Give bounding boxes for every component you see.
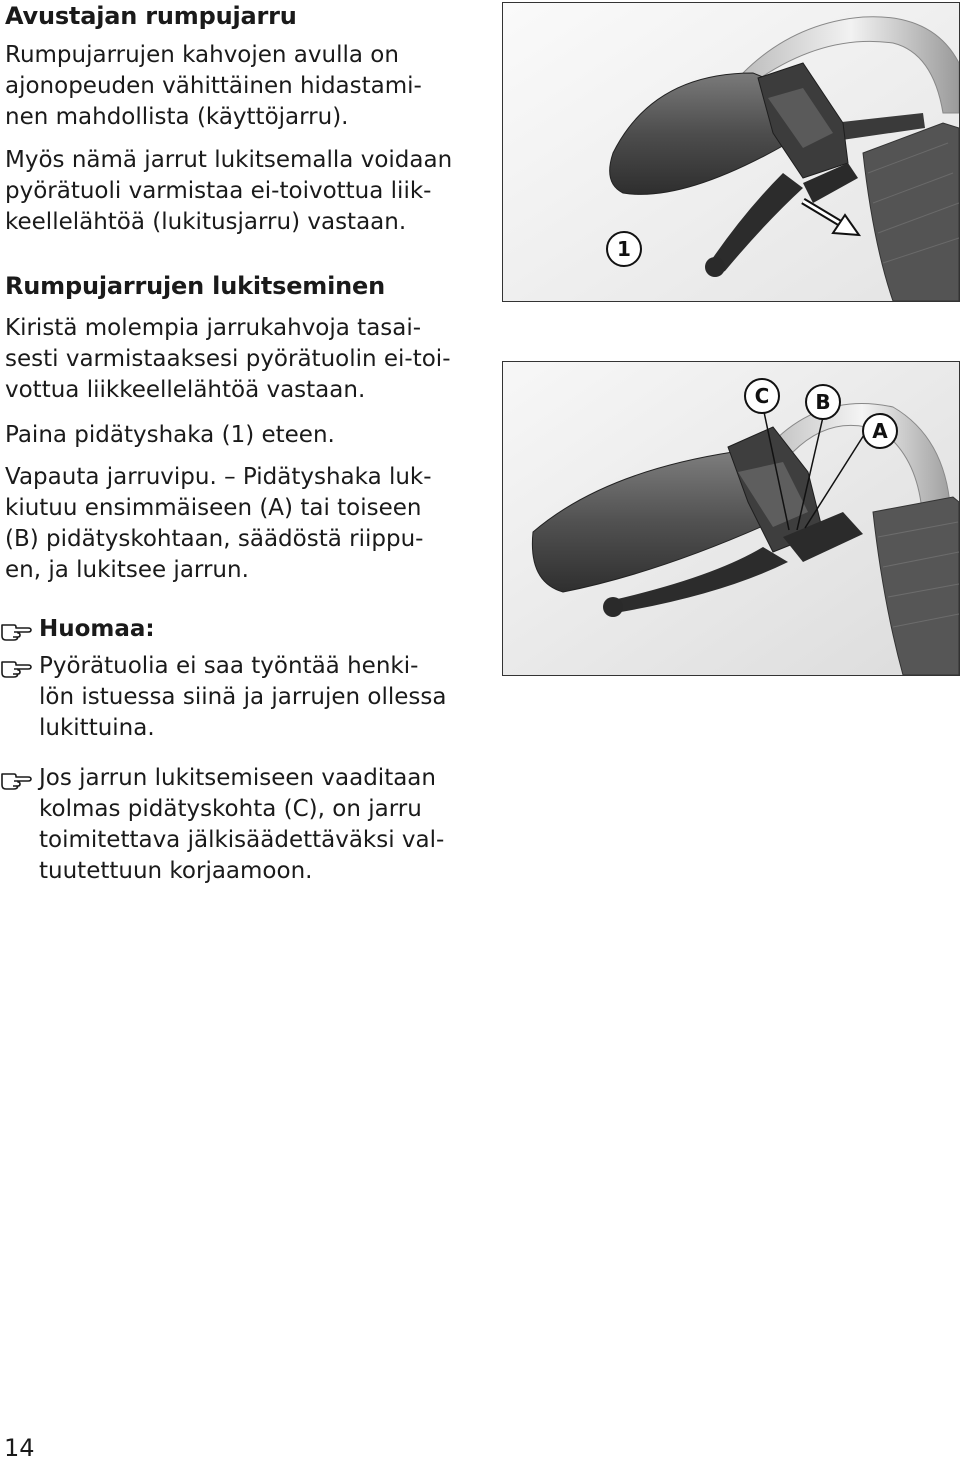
photo-brake-lever-catch (502, 2, 960, 302)
note-text (39, 651, 457, 744)
text-line: pyörätuoli varmistaa ei-toivottua liik- (5, 178, 432, 204)
photo-detent-positions (502, 361, 960, 676)
text-line: Jos jarrun lukitsemiseen vaaditaan (39, 765, 436, 791)
text-line: lön istuessa siinä ja jarrujen ollessa (39, 684, 447, 710)
paragraph-release-lever (5, 462, 457, 586)
paragraph-press-catch: Paina pidätyshaka (1) eteen. (5, 422, 335, 448)
text-line: (B) pidätyskohtaan, säädöstä riippu- (5, 526, 424, 552)
text-line: keellelähtöä (lukitusjarru) vastaan. (5, 209, 407, 235)
text-line: Pyörätuolia ei saa työntää henki- (39, 653, 419, 679)
pointing-hand-icon (0, 653, 32, 679)
paragraph-tighten-levers (5, 313, 457, 406)
note-text (39, 763, 457, 887)
callout-label-1: 1 (617, 237, 631, 261)
text-line: ajonopeuden vähittäinen hidastami- (5, 73, 422, 99)
text-line: lukittuina. (39, 715, 155, 741)
pointing-hand-icon (0, 765, 32, 791)
text-line: Rumpujarrujen kahvojen avulla on (5, 42, 399, 68)
text-line: tuutettuun korjaamoon. (39, 858, 313, 884)
text-line: kiutuu ensimmäiseen (A) tai toiseen (5, 495, 422, 521)
paragraph-service-brake (5, 40, 457, 133)
text-line: toimitettava jälkisäädettäväksi val- (39, 827, 445, 853)
text-line: kolmas pidätyskohta (C), on jarru (39, 796, 422, 822)
brake-detent-illustration (503, 362, 959, 675)
text-line: Vapauta jarruvipu. – Pidätyshaka luk- (5, 464, 432, 490)
paragraph-locking-brake (5, 145, 457, 238)
text-line: Kiristä molempia jarrukahvoja tasai- (5, 315, 422, 341)
section-heading: Avustajan rumpujarru (5, 2, 297, 30)
note-title: Huomaa: (39, 616, 155, 642)
callout-label-b: B (815, 390, 831, 414)
brake-handle-illustration (503, 3, 959, 301)
text-line: en, ja lukitsee jarrun. (5, 557, 249, 583)
callout-label-c: C (754, 384, 770, 408)
text-line: nen mahdollista (käyttöjarru). (5, 104, 349, 130)
text-line: Myös nämä jarrut lukitsemalla voidaan (5, 147, 453, 173)
text-line: sesti varmistaaksesi pyörätuolin ei-toi- (5, 346, 451, 372)
pointing-hand-icon (0, 616, 32, 642)
callout-label-a: A (872, 419, 888, 443)
subsection-heading: Rumpujarrujen lukitseminen (5, 272, 385, 300)
text-line: vottua liikkeellelähtöä vastaan. (5, 377, 366, 403)
page-number: 14 (4, 1434, 35, 1462)
